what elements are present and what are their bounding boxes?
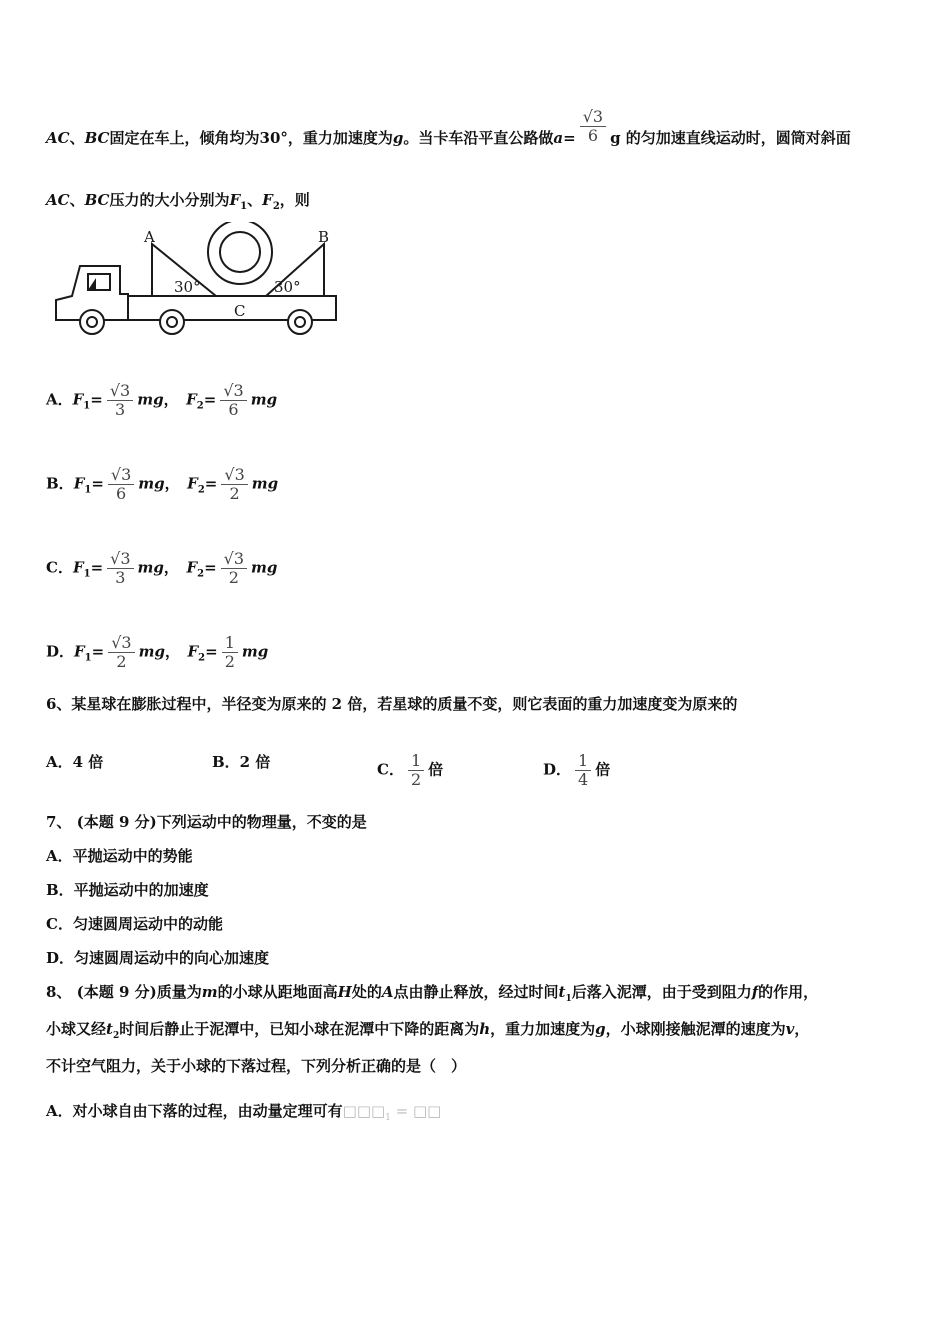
equals-sign: = (563, 129, 576, 147)
text: ，小球刚接触泥潭的速度为 (605, 1020, 786, 1038)
var-t: t (106, 1020, 113, 1038)
fraction (222, 634, 238, 671)
mg: mg (137, 390, 164, 409)
var-f1: F (229, 191, 241, 209)
equals-sign: = (204, 474, 218, 493)
q8-option-a[interactable] (46, 1101, 441, 1128)
text: 8、 (本题 9 分)质量为 (46, 983, 202, 1001)
fraction-numerator: √3 (108, 634, 134, 653)
option-unit: 倍 (428, 760, 444, 779)
fraction-numerator: 1 (575, 752, 591, 771)
var-m: m (201, 983, 218, 1001)
fraction-denominator: 2 (410, 770, 422, 789)
fraction-numerator: √3 (580, 108, 606, 127)
fraction (408, 752, 424, 789)
equals-sign: = (205, 642, 218, 661)
var-f1: F (72, 390, 84, 409)
var-f2: F (187, 642, 199, 661)
fraction-denominator: 2 (116, 652, 127, 671)
var-a: A (381, 983, 394, 1001)
subscript: 1 (240, 201, 248, 212)
fraction-denominator: 2 (228, 568, 239, 587)
fraction (107, 382, 133, 419)
text: 后落入泥潭，由于受到阻力 (571, 983, 752, 1001)
truck-figure (50, 222, 342, 338)
subscript: 2 (197, 568, 205, 580)
fraction (107, 550, 133, 587)
fraction-accel (580, 108, 606, 145)
var-a: a (553, 129, 564, 147)
q5-option-a[interactable] (46, 382, 277, 419)
subscript: 1 (83, 400, 91, 412)
q5-stem-tail: g 的匀加速直线运动时，圆筒对斜面 (610, 129, 851, 147)
mg: mg (251, 474, 279, 493)
q5-stem-line2 (46, 190, 310, 217)
formula-placeholder: = □□ (390, 1102, 442, 1120)
segment-ac: AC (46, 191, 70, 209)
var-g: g (595, 1020, 606, 1038)
option-unit: 倍 (595, 760, 611, 779)
text: 点由静止释放，经过时间 (393, 983, 559, 1001)
equals-sign: = (91, 474, 104, 493)
comma: ， (164, 474, 173, 493)
option-letter: C． (377, 760, 404, 779)
text: 处的 (351, 983, 382, 1001)
subscript: 1 (385, 1113, 391, 1123)
fraction-denominator: 3 (115, 568, 126, 587)
text: ，重力加速度为 (490, 1020, 596, 1038)
cylinder-inner (220, 232, 260, 272)
option-letter: B． (46, 474, 74, 493)
comma: ， (163, 558, 172, 577)
angle-right: 30° (274, 278, 301, 296)
var-h: h (479, 1020, 491, 1038)
mg: mg (137, 558, 164, 577)
separator: 、 (69, 191, 85, 209)
fraction (221, 466, 247, 503)
text: 的小球从距地面高 (217, 983, 338, 1001)
fraction-numerator: √3 (107, 550, 133, 569)
q6-option-a[interactable]: A．4 倍 (46, 753, 104, 771)
q6-stem: 6、某星球在膨胀过程中，半径变为原来的 2 倍，若星球的质量不变，则它表面的重力加速度变为原来的 (46, 695, 738, 713)
option-letter: D． (46, 642, 75, 661)
mg: mg (138, 642, 165, 661)
subscript: 1 (565, 994, 572, 1004)
var-f1: F (74, 642, 85, 661)
q7-option-a[interactable]: A．平抛运动中的势能 (46, 847, 193, 865)
var-f: f (751, 983, 759, 1001)
q7-option-b[interactable]: B．平抛运动中的加速度 (46, 881, 209, 899)
q7-option-c[interactable]: C．匀速圆周运动中的动能 (46, 915, 223, 933)
q5-stem-text: 压力的大小分别为 (109, 191, 230, 209)
subscript: 2 (198, 652, 206, 664)
q5-stem-line1 (46, 106, 851, 148)
label-a: A (144, 228, 155, 246)
fraction-numerator: √3 (108, 466, 134, 485)
equals-sign: = (203, 390, 217, 409)
q7-stem: 7、 (本题 9 分)下列运动中的物理量，不变的是 (46, 813, 367, 831)
comma: ， (164, 642, 173, 661)
driver-seat (88, 278, 96, 290)
fraction (221, 550, 247, 587)
fraction-denominator: 6 (587, 125, 598, 145)
q8-stem-line1 (46, 982, 818, 1009)
separator: 、 (247, 191, 263, 209)
fraction-denominator: 4 (578, 770, 589, 789)
equals-sign: = (204, 558, 217, 577)
var-f1: F (73, 474, 85, 493)
var-f2: F (187, 474, 198, 493)
fraction (575, 752, 591, 789)
segment-bc: BC (84, 129, 110, 147)
text: 时间后静止于泥潭中，已知小球在泥潭中下降的距离为 (119, 1020, 480, 1038)
label-c: C (234, 302, 246, 320)
fraction-denominator: 6 (115, 484, 127, 503)
var-t: t (558, 983, 566, 1001)
q6-option-d[interactable] (543, 752, 610, 789)
fraction-denominator: 3 (114, 400, 126, 419)
fraction-numerator: 1 (222, 634, 238, 653)
q5-stem-text2: 。当卡车沿平直公路做 (403, 129, 554, 147)
q5-option-d[interactable] (46, 634, 268, 671)
option-letter: C． (46, 558, 73, 577)
q5-option-c[interactable] (46, 550, 277, 587)
var-f1: F (72, 558, 84, 577)
q5-option-b[interactable] (46, 466, 278, 503)
option-letter: D． (543, 760, 572, 779)
fraction-numerator: √3 (220, 382, 246, 401)
fraction-numerator: √3 (221, 550, 247, 569)
var-f2: F (186, 390, 197, 409)
wheel (80, 310, 104, 334)
label-b: B (318, 228, 330, 246)
equals-sign: = (90, 390, 103, 409)
var-f2: F (262, 191, 273, 209)
q8-stem-line2 (46, 1019, 809, 1046)
fraction (220, 382, 246, 419)
var-f2: F (186, 558, 198, 577)
subscript: 2 (197, 484, 205, 496)
var-g: g (392, 129, 404, 147)
fraction-denominator: 6 (228, 400, 239, 419)
subscript: 1 (83, 568, 91, 580)
mg: mg (241, 642, 269, 661)
text: ， (794, 1020, 810, 1038)
mg: mg (138, 474, 165, 493)
fraction-numerator: √3 (221, 466, 247, 485)
q5-stem-text: 固定在车上，倾角均为30°，重力加速度为 (109, 129, 393, 147)
equals-sign: = (90, 558, 104, 577)
option-text: A．对小球自由下落的过程，由动量定理可有 (46, 1102, 343, 1120)
option-letter: A． (46, 390, 73, 409)
fraction (108, 634, 134, 671)
q6-option-c[interactable] (377, 752, 443, 789)
subscript: 1 (84, 484, 92, 496)
text: 的作用， (758, 983, 819, 1001)
fraction (108, 466, 134, 503)
subscript: 1 (84, 652, 92, 664)
q6-option-b[interactable]: B．2 倍 (212, 753, 271, 771)
angle-left: 30° (174, 278, 201, 296)
subscript: 2 (196, 400, 204, 412)
formula-placeholder: □□□ (342, 1102, 386, 1120)
fraction-numerator: 1 (408, 752, 424, 771)
segment-ac: AC (46, 129, 70, 147)
subscript: 2 (112, 1031, 120, 1041)
separator: 、 (69, 129, 85, 147)
mg: mg (251, 558, 278, 577)
text: 小球又经 (46, 1020, 107, 1038)
comma: ， (163, 390, 172, 409)
fraction-numerator: √3 (107, 382, 133, 401)
q5-stem-tail: ，则 (279, 191, 310, 209)
var-v: v (785, 1020, 795, 1038)
wheel (288, 310, 312, 334)
equals-sign: = (91, 642, 105, 661)
subscript: 2 (272, 201, 280, 212)
mg: mg (250, 390, 278, 409)
fraction-denominator: 2 (224, 652, 235, 671)
var-h: H (337, 983, 352, 1001)
q8-stem-line3: 不计空气阻力，关于小球的下落过程，下列分析正确的是（ ） (46, 1057, 467, 1075)
fraction-denominator: 2 (229, 484, 240, 503)
q7-option-d[interactable]: D．匀速圆周运动中的向心加速度 (46, 949, 270, 967)
wheel (160, 310, 184, 334)
segment-bc: BC (84, 191, 110, 209)
